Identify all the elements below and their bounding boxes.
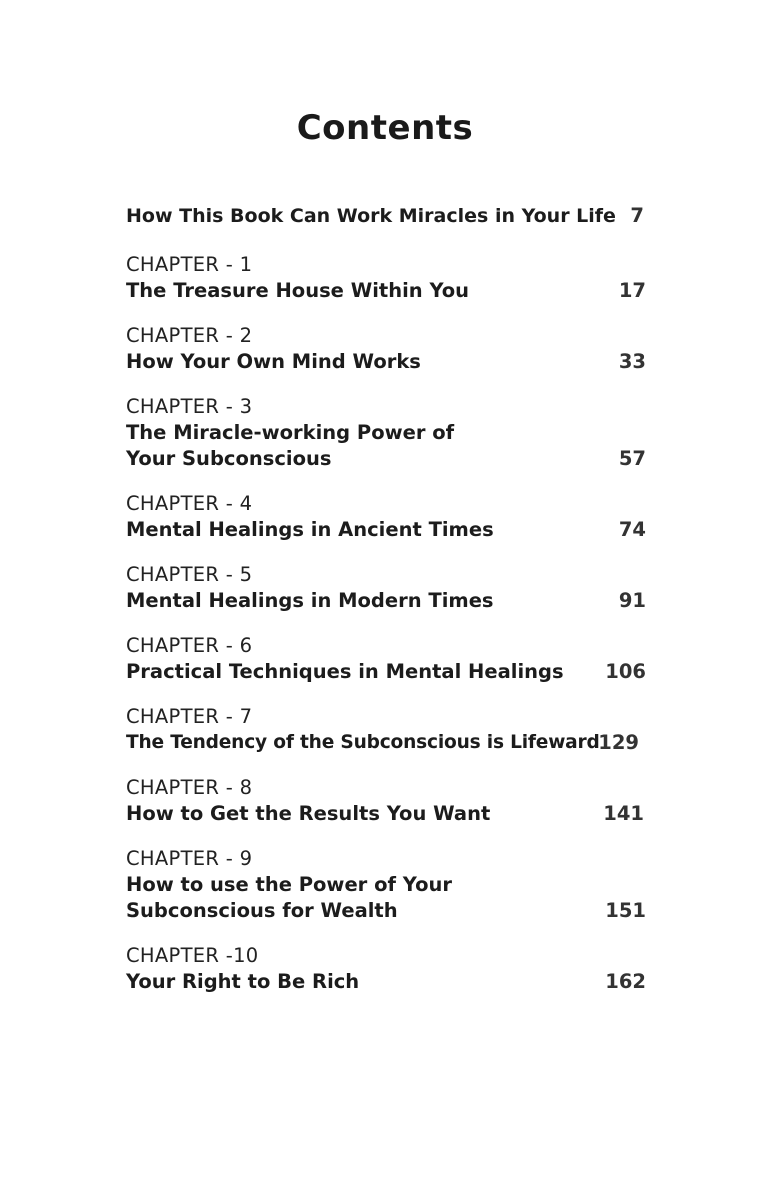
toc-page-number: 129	[598, 731, 639, 754]
chapter-label: CHAPTER - 2	[126, 324, 253, 347]
toc-entry-chapter-6[interactable]	[126, 633, 646, 685]
toc-entry-chapter-7[interactable]	[126, 704, 646, 756]
chapter-label: CHAPTER - 7	[126, 705, 253, 728]
table-of-contents	[126, 203, 646, 1014]
toc-page-number: 74	[618, 518, 646, 541]
toc-entry-title: How This Book Can Work Miracles in Your Life	[126, 205, 616, 227]
toc-entry-title: Mental Healings in Modern Times	[126, 589, 494, 612]
toc-page-number: 17	[618, 279, 646, 302]
page-title: Contents	[296, 108, 474, 148]
toc-entry-chapter-5[interactable]	[126, 562, 646, 614]
chapter-label: CHAPTER - 9	[126, 847, 253, 870]
toc-entry-title: How to Get the Results You Want	[126, 802, 491, 825]
toc-page-number: 91	[618, 589, 646, 612]
toc-entry-title: The Tendency of the Subconscious is Lifeward	[126, 732, 600, 753]
toc-entry-introduction[interactable]	[126, 203, 646, 229]
toc-page-number: 141	[603, 802, 644, 825]
chapter-label: CHAPTER - 8	[126, 776, 253, 799]
toc-entry-title-continued: Your Subconscious	[126, 447, 332, 470]
toc-entry-title: The Miracle-working Power of	[126, 421, 455, 444]
chapter-label: CHAPTER - 3	[126, 395, 253, 418]
toc-entry-title: The Treasure House Within You	[126, 279, 470, 302]
toc-entry-title: Mental Healings in Ancient Times	[126, 518, 494, 541]
toc-page-number: 106	[605, 660, 646, 683]
toc-entry-chapter-3[interactable]	[126, 394, 646, 472]
toc-entry-chapter-2[interactable]	[126, 323, 646, 375]
toc-entry-title-continued: Subconscious for Wealth	[126, 899, 398, 922]
toc-entry-title: Your Right to Be Rich	[126, 970, 360, 993]
toc-page-number: 151	[605, 899, 646, 922]
chapter-label: CHAPTER -10	[126, 944, 259, 967]
chapter-label: CHAPTER - 6	[126, 634, 253, 657]
chapter-label: CHAPTER - 5	[126, 563, 253, 586]
toc-page-number: 162	[605, 970, 646, 993]
toc-page-number: 7	[630, 204, 644, 227]
toc-entry-title: Practical Techniques in Mental Healings	[126, 660, 564, 683]
toc-entry-chapter-1[interactable]	[126, 252, 646, 304]
chapter-label: CHAPTER - 1	[126, 253, 253, 276]
toc-page-number: 33	[618, 350, 646, 373]
toc-entry-chapter-9[interactable]	[126, 846, 646, 924]
toc-entry-title: How to use the Power of Your	[126, 873, 452, 896]
toc-entry-title: How Your Own Mind Works	[126, 350, 421, 373]
toc-page-number: 57	[618, 447, 646, 470]
toc-entry-chapter-8[interactable]	[126, 775, 646, 827]
toc-entry-chapter-10[interactable]	[126, 943, 646, 995]
chapter-label: CHAPTER - 4	[126, 492, 253, 515]
toc-entry-chapter-4[interactable]	[126, 491, 646, 543]
